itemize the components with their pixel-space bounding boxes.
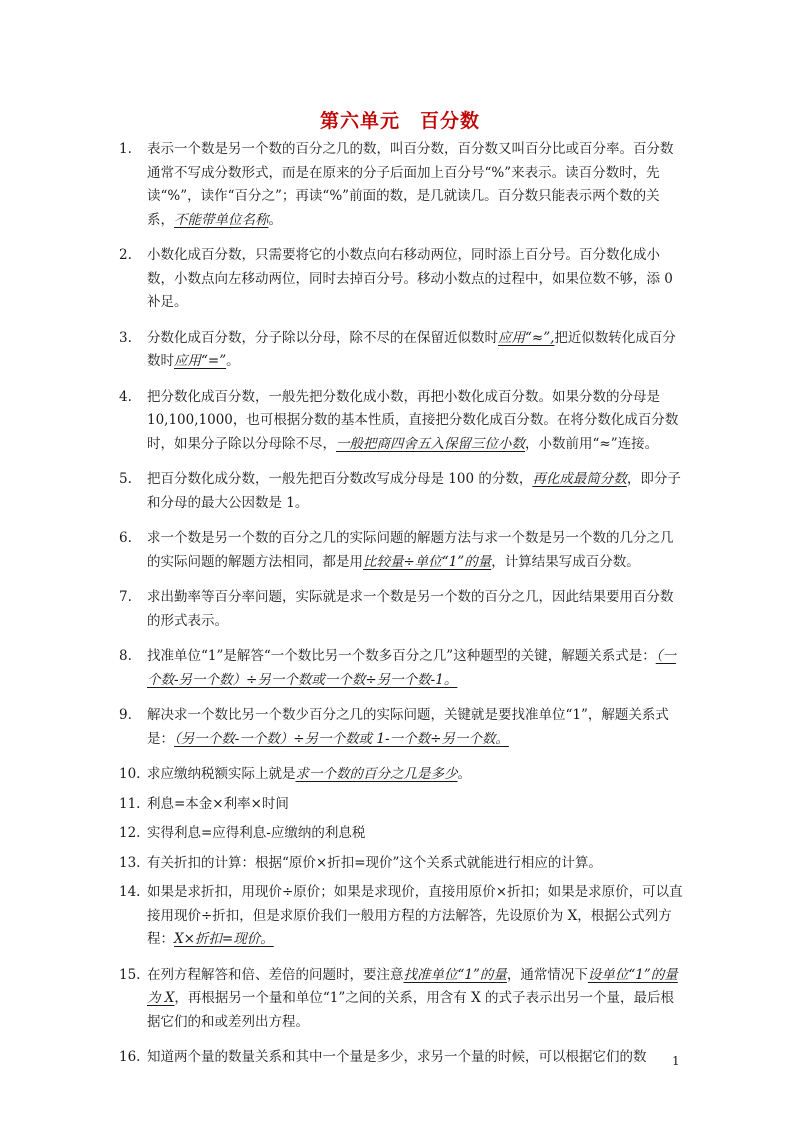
item-number: 8. — [119, 648, 132, 664]
list-item-15 — [119, 964, 684, 1035]
item-text: ，即分子和分母的最大公因数是 1。 — [147, 471, 681, 511]
item-text: 解决求一个数比另一个数少百分之几的实际问题，关键就是要找准单位“1”，解题关系式是： — [147, 707, 669, 747]
key-point-underline: （一个数-另一个数）÷另一个数或一个数÷另一个数-1。 — [147, 648, 676, 688]
item-text: 把分数化成百分数，一般先把分数化成小数，再把小数化成百分数。如果分数的分母是 10,100,1000，也可根据分数的基本性质，直接把分数化成百分数。在将分数化成百分数时，如果分子除以分母除不尽， — [147, 388, 679, 452]
item-text: ，小数前用“≈”连接。 — [525, 435, 659, 452]
list-item-12 — [119, 822, 684, 846]
item-number: 12. — [119, 825, 141, 841]
key-point-underline: 比较量÷单位“1”的量 — [363, 553, 492, 570]
list-item-7 — [119, 586, 684, 633]
list-item-10 — [119, 763, 684, 787]
list-item-6 — [119, 527, 684, 574]
list-item-16 — [119, 1046, 684, 1070]
list-item-3 — [119, 327, 684, 374]
item-text: 求出勤率等百分率问题，实际就是求一个数是另一个数的百分之几，因此结果要用百分数的形式表示。 — [147, 589, 674, 629]
key-point-underline: 再化成最简分数 — [532, 471, 627, 487]
list-item-14 — [119, 881, 684, 952]
item-text: ，再根据另一个量和单位“1”之间的关系，用含有 X 的式子表示出另一个量，最后根据它们的和或差列出方程。 — [147, 990, 674, 1030]
item-text: ，通常情况下 — [506, 966, 588, 983]
page-number: 1 — [672, 1054, 680, 1068]
key-point-underline: 求一个数的百分之几是多少 — [295, 766, 458, 782]
key-point-underline: （另一个数-一个数）÷另一个数或 1-一个数÷另一个数。 — [174, 730, 509, 747]
item-text: 在列方程解答和倍、差倍的问题时，要注意 — [147, 966, 404, 983]
item-number: 10. — [119, 766, 141, 782]
list-item-2 — [119, 244, 684, 315]
page-title: 第六单元 百分数 — [319, 110, 480, 132]
item-text: 小数化成百分数，只需要将它的小数点向右移动两位，同时添上百分号。百分数化成小数，小数点向左移动两位，同时去掉百分号。移动小数点的过程中，如果位数不够，添 0 补足。 — [147, 247, 673, 310]
item-text: 把近似数转化成百分数时 — [147, 329, 676, 369]
item-number: 14. — [119, 884, 141, 900]
item-text: 分数化成百分数，分子除以分母，除不尽的在保留近似数时 — [147, 329, 498, 346]
item-number: 4. — [119, 388, 132, 405]
knowledge-point-list — [119, 138, 684, 1082]
item-text: 找准单位“1”是解答“一个数比另一个数多百分之几”这种题型的关键，解题关系式是： — [147, 648, 656, 664]
list-item-8 — [119, 645, 684, 692]
item-text: 。 — [268, 211, 282, 228]
item-text: 表示一个数是另一个数的百分之几的数，叫百分数，百分数又叫百分比或百分率。百分数通常不写成分数形式，而是在原来的分子后面加上百分号“%”来表示。读百分数时，先读“%”，读作“百分之”；再读“%”前面的数，是几就读几。百分数只能表示两个数的关系， — [147, 141, 674, 228]
item-text: 求应缴纳税额实际上就是 — [147, 766, 296, 782]
list-item-13 — [119, 852, 684, 876]
item-number: 16. — [119, 1049, 141, 1065]
item-text: 把百分数化成分数，一般先把百分数改写成分母是 100 的分数， — [147, 471, 533, 487]
item-text: 知道两个量的数量关系和其中一个量是多少，求另一个量的时候，可以根据它们的数 — [147, 1049, 647, 1065]
item-text: 。 — [457, 766, 471, 782]
item-text: 实得利息=应得利息-应缴纳的利息税 — [147, 825, 366, 841]
key-point-underline: 应用“≈”, — [498, 329, 555, 346]
item-text: ，计算结果写成百分数。 — [491, 553, 640, 570]
list-item-4 — [119, 386, 684, 457]
item-number: 6. — [119, 530, 132, 546]
item-text: 。 — [226, 353, 240, 369]
key-point-underline: 不能带单位名称 — [174, 211, 269, 228]
item-number: 13. — [119, 854, 141, 871]
item-text: 利息=本金×利率×时间 — [147, 795, 289, 812]
item-number: 11. — [119, 795, 141, 812]
key-point-underline: 一般把商四舍五入保留三位小数 — [336, 435, 525, 452]
list-item-9 — [119, 704, 684, 751]
list-item-5 — [119, 468, 684, 515]
item-number: 1. — [119, 141, 132, 157]
item-number: 9. — [119, 707, 132, 723]
item-number: 2. — [119, 247, 132, 263]
item-text: 求一个数是另一个数的百分之几的实际问题的解题方法与求一个数是另一个数的几分之几的实际问题的解题方法相同，都是用 — [147, 530, 674, 570]
item-text: 如果是求折扣，用现价÷原价；如果是求现价，直接用原价×折扣；如果是求原价，可以直接用现价÷折扣，但是求原价我们一般用方程的方法解答，先设原价为 X，根据公式列方程： — [147, 884, 683, 947]
item-text: 有关折扣的计算：根据“原价×折扣=现价”这个关系式就能进行相应的计算。 — [147, 854, 602, 871]
key-point-underline: 找准单位“1”的量 — [403, 966, 507, 983]
list-item-1 — [119, 138, 684, 232]
item-number: 15. — [119, 966, 141, 983]
item-number: 5. — [119, 471, 132, 487]
item-number: 3. — [119, 329, 132, 346]
key-point-underline: 应用“=” — [174, 353, 227, 369]
key-point-underline: 设单位“1”的量为 X — [147, 966, 678, 1006]
item-number: 7. — [119, 589, 132, 605]
key-point-underline: X×折扣=现价。 — [174, 931, 274, 947]
list-item-11 — [119, 793, 684, 817]
